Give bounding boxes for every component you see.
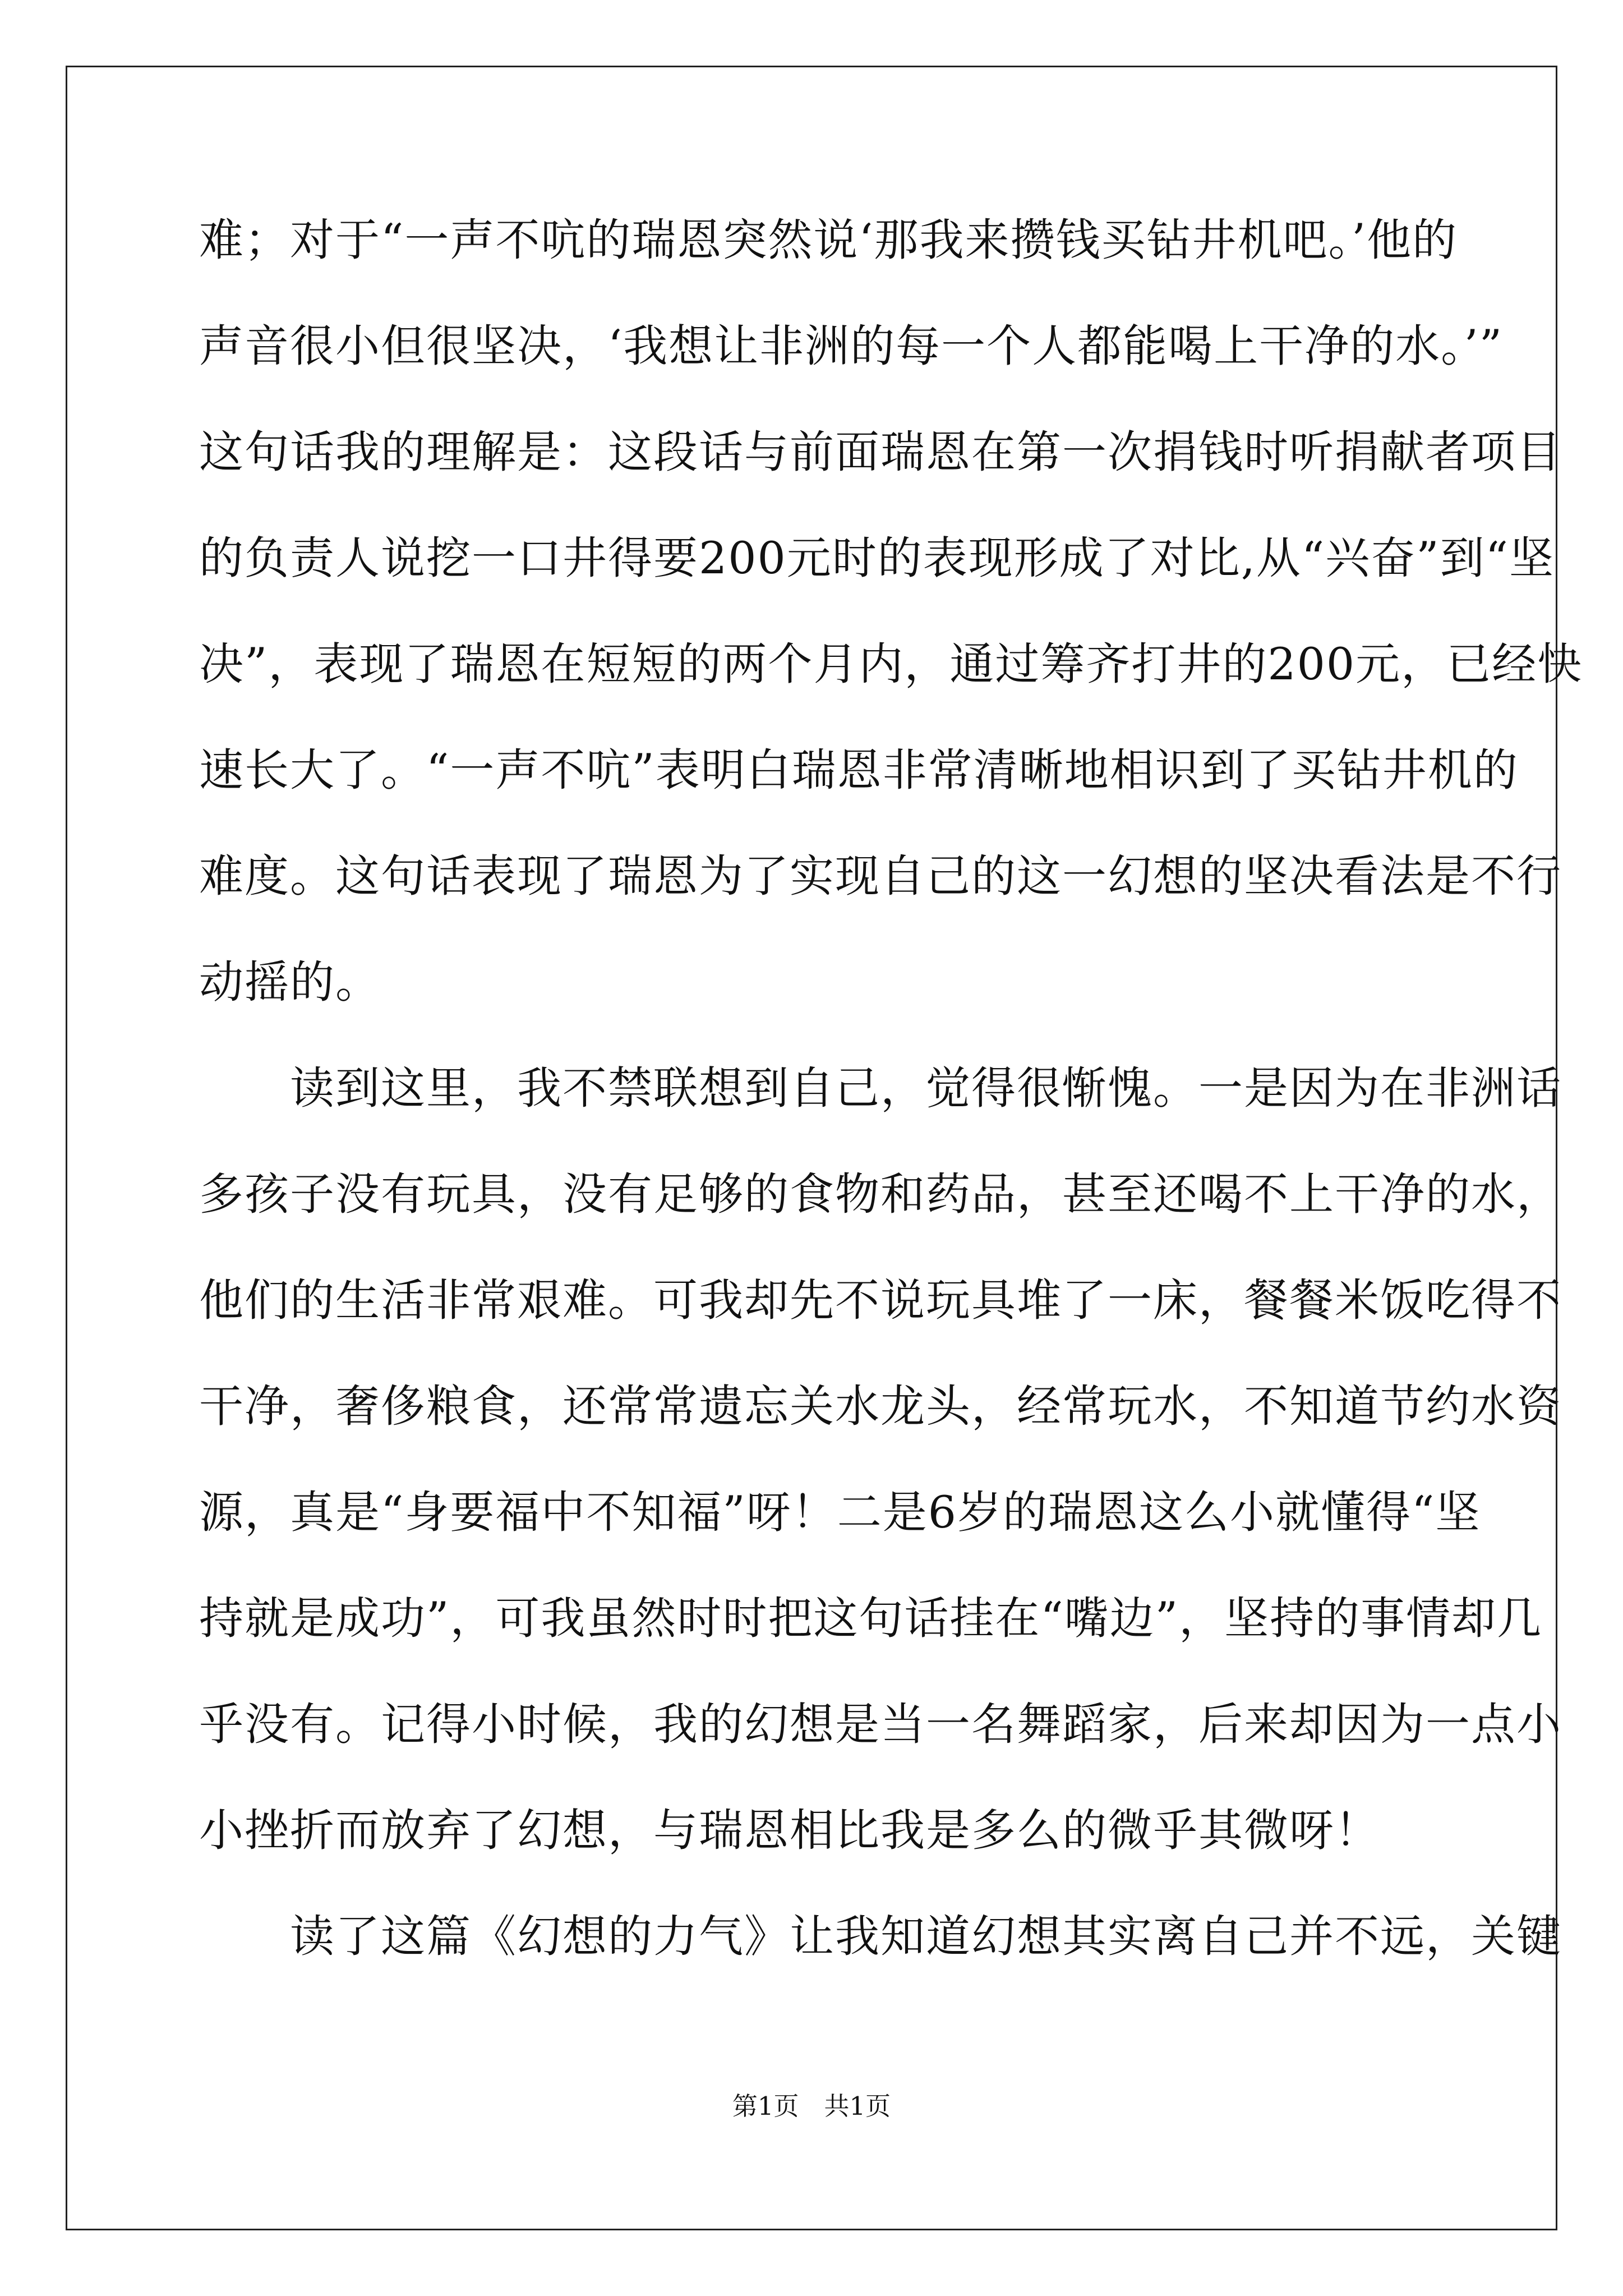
- text-line: 多孩子没有玩具，没有足够的食物和药品，甚至还喝不上干净的水，: [199, 1168, 1562, 1220]
- text-line: 决”，表现了瑞恩在短短的两个月内，通过筹齐打井的200元，已经快: [199, 638, 1583, 690]
- text-line: 动摇的。: [199, 956, 381, 1008]
- text-line: 难度。这句话表现了瑞恩为了实现自己的这一幻想的坚决看法是不行: [199, 850, 1562, 902]
- text-line: 速长大了。“一声不吭”表明白瑞恩非常清晰地相识到了买钻井机的: [199, 744, 1519, 796]
- text-line: 读了这篇《幻想的力气》让我知道幻想其实离自己并不远，关键: [199, 1911, 1562, 1962]
- text-line: 这句话我的理解是：这段话与前面瑞恩在第一次捐钱时听捐献者项目: [199, 426, 1562, 478]
- text-line: 干净，奢侈粮食，还常常遗忘关水龙头，经常玩水，不知道节约水资: [199, 1381, 1562, 1432]
- text-line: 难；对于“一声不吭的瑞恩突然说‘那我来攒钱买钻井机吧。’他的: [199, 214, 1458, 266]
- page-footer: 第1页 共1页: [732, 2091, 891, 2121]
- text-line: 乎没有。记得小时候，我的幻想是当一名舞蹈家，后来却因为一点小: [199, 1699, 1562, 1750]
- text-line: 小挫折而放弃了幻想，与瑞恩相比我是多么的微乎其微呀！: [199, 1805, 1380, 1856]
- text-line: 源，真是“身要福中不知福”呀！二是6岁的瑞恩这么小就懂得“坚: [199, 1487, 1481, 1538]
- text-line: 的负责人说挖一口井得要200元时的表现形成了对比,从“兴奋”到“坚: [199, 532, 1555, 584]
- text-line: 他们的生活非常艰难。可我却先不说玩具堆了一床，餐餐米饭吃得不: [199, 1274, 1562, 1326]
- text-line: 声音很小但很坚决，‘我想让非洲的每一个人都能喝上干净的水。’”: [199, 320, 1504, 372]
- text-line: 读到这里，我不禁联想到自己，觉得很惭愧。一是因为在非洲话: [199, 1062, 1562, 1114]
- text-line: 持就是成功”，可我虽然时时把这句话挂在“嘴边”，坚持的事情却几: [199, 1593, 1543, 1644]
